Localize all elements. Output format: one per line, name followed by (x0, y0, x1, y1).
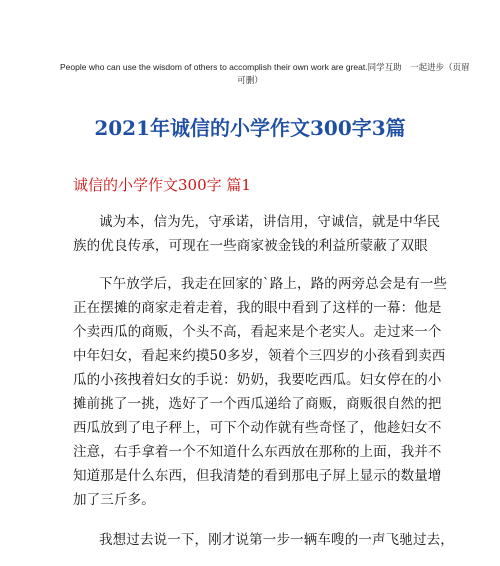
paragraph-line: 注意，右手拿着一个不知道什么东西放在那称的上面，我并不 (73, 444, 442, 460)
paragraph-line: 知道那是什么东西，但我清楚的看到那电子屏上显示的数量增 (73, 468, 442, 484)
page-header-line-2: 可删） (237, 75, 263, 85)
document-title: 2021年诚信的小学作文300字3篇 (94, 116, 406, 140)
paragraph-line: 下午放学后，我走在回家的`路上，路的两旁总会是有一些 (99, 276, 448, 292)
paragraph-line: 我想过去说一下，刚才说第一步一辆车嗖的一声飞驰过去， (99, 532, 454, 548)
paragraph-line: 正在摆摊的商家走着走着，我的眼中看到了这样的一幕：他是 (73, 300, 442, 316)
paragraph-line: 瓜的小孩拽着妇女的手说：奶奶，我要吃西瓜。妇女停在的小 (73, 372, 442, 388)
paragraph-line: 诚为本，信为先，守承诺，讲信用，守诚信，就是中华民 (99, 214, 441, 230)
page-header-line-1: People who can use the wisdom of others to accomplish their own work are great.同学互助 一起进步（页眉 (60, 62, 470, 72)
paragraph-line: 中年妇女，看起来约摸50多岁，领着个三四岁的小孩看到卖西 (73, 348, 446, 364)
paragraph-line: 西瓜放到了电子秤上，可下个动作就有些奇怪了，他趁妇女不 (73, 420, 442, 436)
paragraph-line: 加了三斤多。 (73, 492, 155, 508)
paragraph-line: 族的优良传承，可现在一些商家被金钱的利益所蒙蔽了双眼 (73, 238, 428, 254)
paragraph-line: 摊前挑了一挑，选好了一个西瓜递给了商贩，商贩很自然的把 (73, 396, 442, 412)
paragraph-line: 个卖西瓜的商贩，个头不高，看起来是个老实人。走过来一个 (73, 324, 442, 340)
section-heading: 诚信的小学作文300字 篇1 (73, 176, 251, 194)
